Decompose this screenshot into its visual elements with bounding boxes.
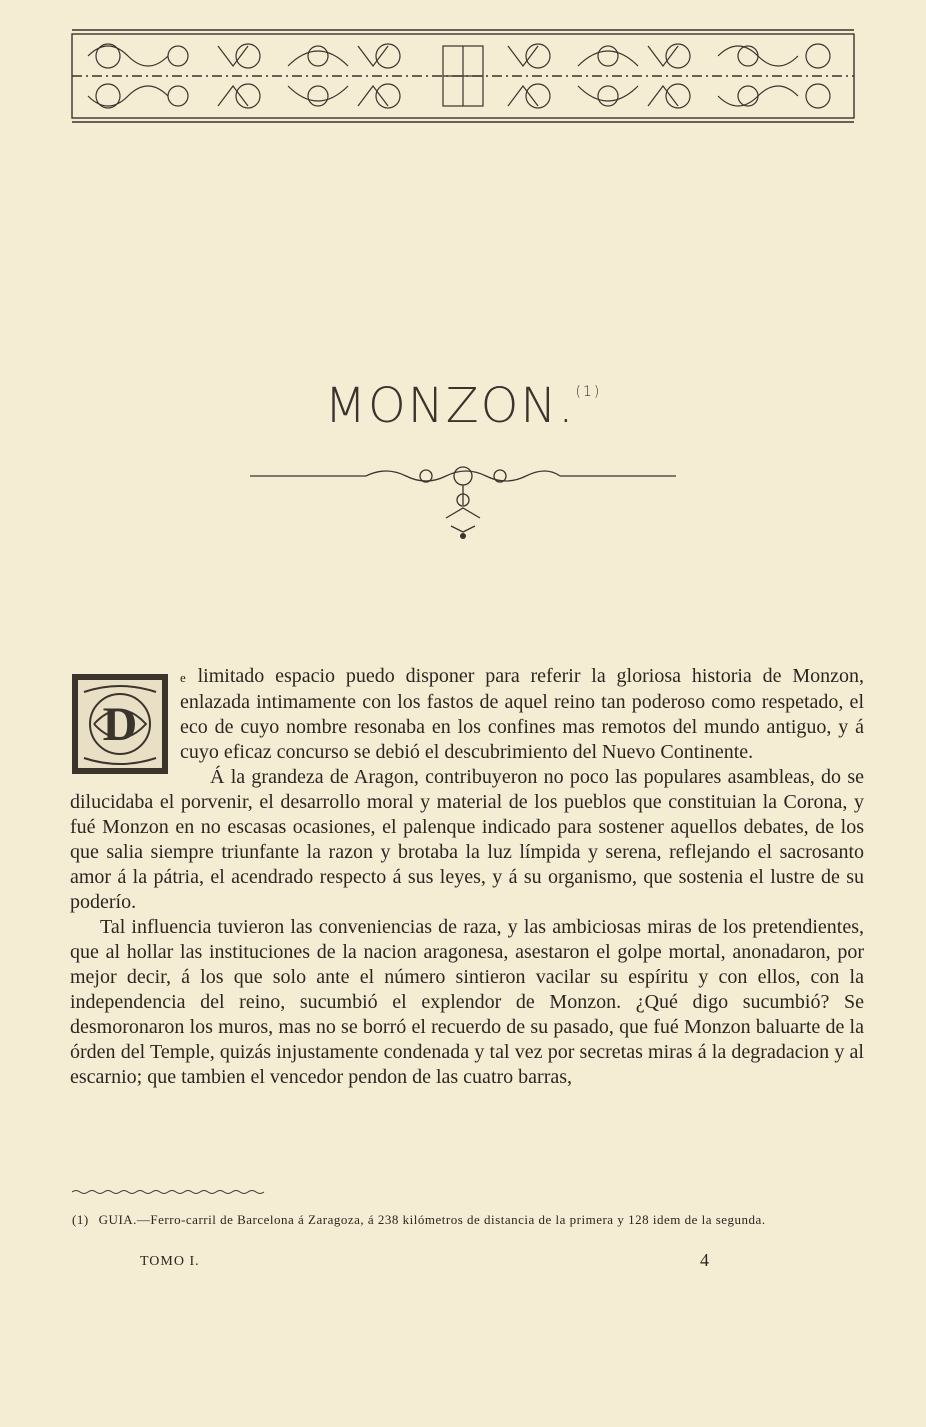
paragraph-1: [70, 664, 864, 765]
paragraph-1-text: limitado espacio puedo disponer para referir la gloriosa historia de Monzon, enlazada intimamente con los fastos de aquel reino tan poderoso como respetado, el eco de cuyo nombre resonaba en los confines mas remotos del mundo antiguo, y á cuyo eficaz concurso se debió el descubrimiento del Nuevo Continente.: [180, 665, 864, 763]
footnote-text: GUIA.—Ferro-carril de Barcelona á Zaragoza, á 238 kilómetros de distancia de la primera y 128 idem de la segunda.: [98, 1212, 766, 1227]
footnote-mark: (1): [72, 1212, 89, 1227]
page-number: 4: [700, 1250, 709, 1270]
body-text: [70, 664, 864, 1090]
paragraph-3: Tal influencia tuvieron las conveniencias de raza, y las ambiciosas miras de los pretendientes, que al hollar las instituciones de la nacion aragonesa, asestaron el golpe mortal, anonadaron, por mejor decir, á los que solo ante el número sintieron vacilar su espíritu y con ellos, con la independencia del reino, sucumbió el explendor de Monzon. ¿Qué digo sucumbió? Se desmoronaron los muros, mas no se borró el recuerdo de su pasado, que fué Monzon baluarte de la órden del Temple, quizás injustamente condenada y tal vez por secretas miras á la degradacion y al escarnio; que tambien el vencedor pendon de las cuatro barras,: [70, 916, 864, 1088]
footnote-rule: [72, 1188, 266, 1196]
paragraph-2: Á la grandeza de Aragon, contribuyeron no poco las populares asambleas, do se dilucidaba el porvenir, el desarrollo moral y material de los pueblos que constituian la Corona, y fué Monzon en no escasas ocasiones, el palenque indicado para sostener aquellos debates, de los que salia siempre triunfante la razon y brotaba la luz límpida y serena, reflejando el sacrosanto amor á la pátria, el acendrado respecto á sus leyes, y á su organismo, que sostenia el lustre de su poderío.: [70, 766, 864, 913]
footnote: [72, 1210, 866, 1230]
volume-label: TOMO I.: [140, 1254, 200, 1269]
drop-cap-letter: D: [102, 698, 138, 751]
header-ornament-band: [68, 26, 858, 126]
page-title: [0, 378, 926, 434]
drop-cap-ornament: [70, 672, 170, 776]
title-note-mark: (1): [575, 384, 602, 400]
title-text: MONZON.: [324, 378, 576, 434]
title-ornament: [246, 462, 680, 542]
drop-cap-lead: e: [180, 670, 187, 685]
